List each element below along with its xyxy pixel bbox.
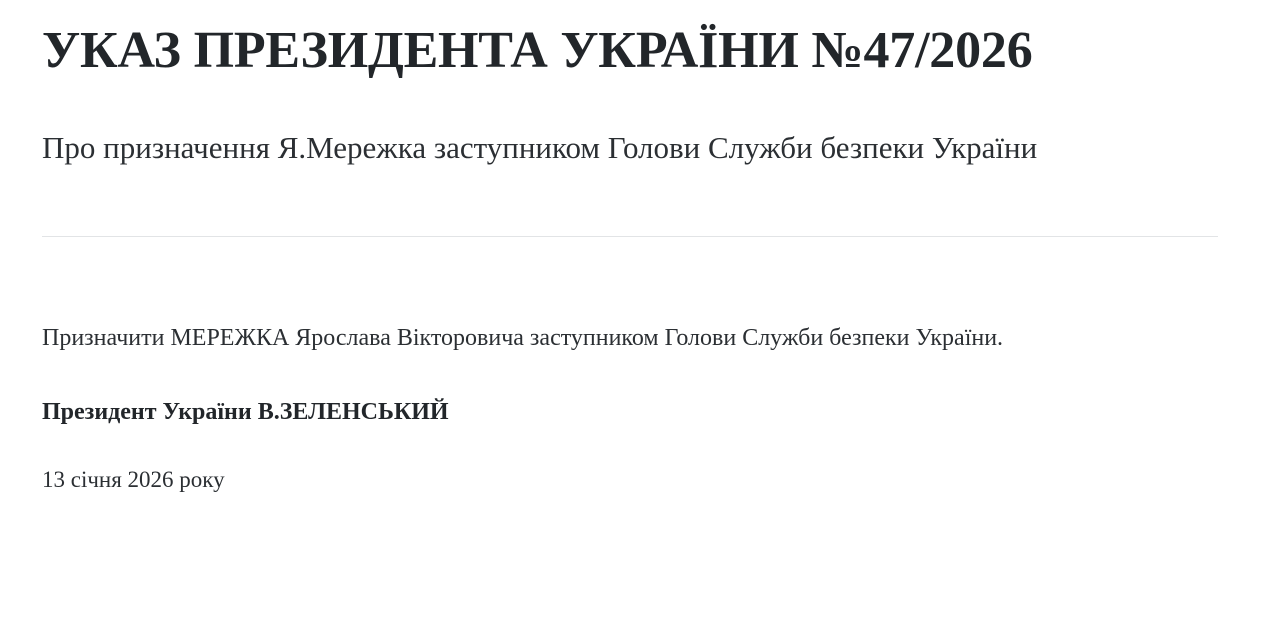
document-signature: Президент України В.ЗЕЛЕНСЬКИЙ (42, 398, 449, 425)
document-subtitle: Про призначення Я.Мережка заступником Голови Служби безпеки України (42, 130, 1038, 166)
document-date: 13 січня 2026 року (42, 467, 225, 493)
page-title: УКАЗ ПРЕЗИДЕНТА УКРАЇНИ №47/2026 (42, 22, 1033, 79)
document-body-text: Призначити МЕРЕЖКА Ярослава Вікторовича заступником Голови Служби безпеки України. (42, 325, 1004, 352)
